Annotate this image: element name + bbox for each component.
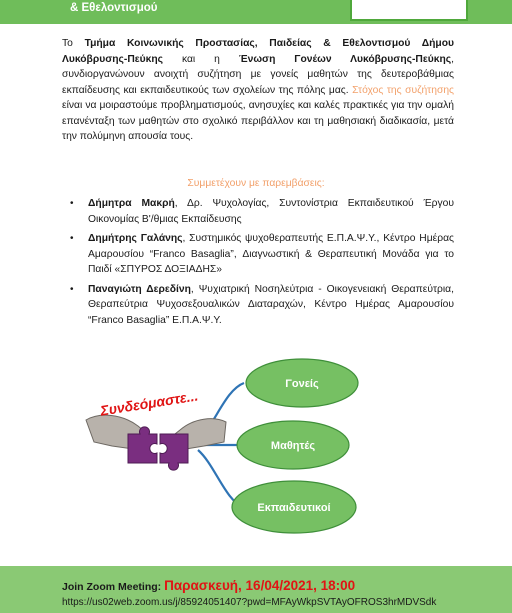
participants-list [62,196,454,332]
node-students [237,421,349,469]
goal-highlight: Στόχος της συζήτησης [352,84,455,96]
bullet-icon: • [70,233,74,244]
intro-text-1: Το [62,38,85,49]
participant-item [62,231,454,278]
puzzle-piece-right-icon [160,434,188,470]
intro-text-3: , συνδιοργανώνουν ανοιχτή συζήτηση με γονείς μαθητών της δευτεροβάθμιας εκπαίδευσης και εκπαιδευτικούς των σχολείων της πόλης μας. [62,53,454,96]
participant-item [62,282,454,329]
header-band [0,0,512,24]
participant-name: Δήμητρα Μακρή [88,198,175,209]
organizer-parents-union: Ένωση Γονέων Λυκόβρυσης-Πεύκης [238,53,452,65]
intro-text-4: είναι να μοιραστούμε προβληματισμούς, ανησυχίες και καλές πρακτικές για την ομαλή επανένταξη των μαθητών στο σχολικό περιβάλλον και τη μαθησιακή διαδικασία, μετά την πολύμηνη απουσία τους. [62,100,454,142]
zoom-label: Join Zoom Meeting: [62,581,165,593]
intro-text-2: και η [163,53,239,65]
node-teachers [232,481,356,533]
participant-name: Παναγιώτη Δερεδίνη [88,283,191,295]
header-logo-box [350,0,468,21]
bullet-icon: • [70,198,74,209]
participant-name: Δημήτρης Γαλάνης [88,233,183,244]
node-parents [246,359,358,407]
participants-heading: Συμμετέχουν με παρεμβάσεις: [187,178,325,189]
participant-details: , Ψυχιατρική Νοσηλεύτρια - Οικογενειακή Θεραπεύτρια, Θεραπεύτρια Ψυχοσεξουαλικών Διαταραχών, Κέντρο Ημέρας Αμαρουσίου “Franco Basaglia” Ε.Π.Α.Ψ.Υ. [88,283,454,326]
node-parents-label: Γονείς [285,378,319,390]
connection-diagram [0,350,512,550]
intro-paragraph [62,36,454,145]
bullet-icon: • [70,283,74,295]
node-teachers-label: Εκπαιδευτικοί [257,502,331,514]
participant-details: , Συστημικός ψυχοθεραπευτής Ε.Π.Α.Ψ.Υ., Κέντρο Ημέρας Αμαρουσίου “Franco Basaglia”, Διαγνωστική & Θεραπευτική Μονάδα για το Παιδί «ΣΠΥΡΟΣ ΔΟΞΙΑΔΗΣ» [88,233,454,275]
organizer-department: Τμήμα Κοινωνικής Προστασίας, Παιδείας & Εθελοντισμού Δήμου Λυκόβρυσης-Πεύκης [62,38,454,65]
participant-item [62,196,454,227]
zoom-meeting-line [62,578,355,593]
node-students-label: Μαθητές [270,440,316,452]
diagram-caption: Συνδεόμαστε... [99,387,200,419]
zoom-link[interactable]: https://us02web.zoom.us/j/85924051407?pwd=MFAyWkpSVTAyOFROS3hrMDVSdk [62,597,437,608]
participant-details: , Δρ. Ψυχολογίας, Συντονίστρια Εκπαιδευτικού Έργου Οικονομίας Β'/θμιας Εκπαίδευσης [88,198,455,225]
zoom-date: Παρασκευή, 16/04/2021, 18:00 [164,578,356,593]
header-title: & Εθελοντισμού [70,2,158,14]
